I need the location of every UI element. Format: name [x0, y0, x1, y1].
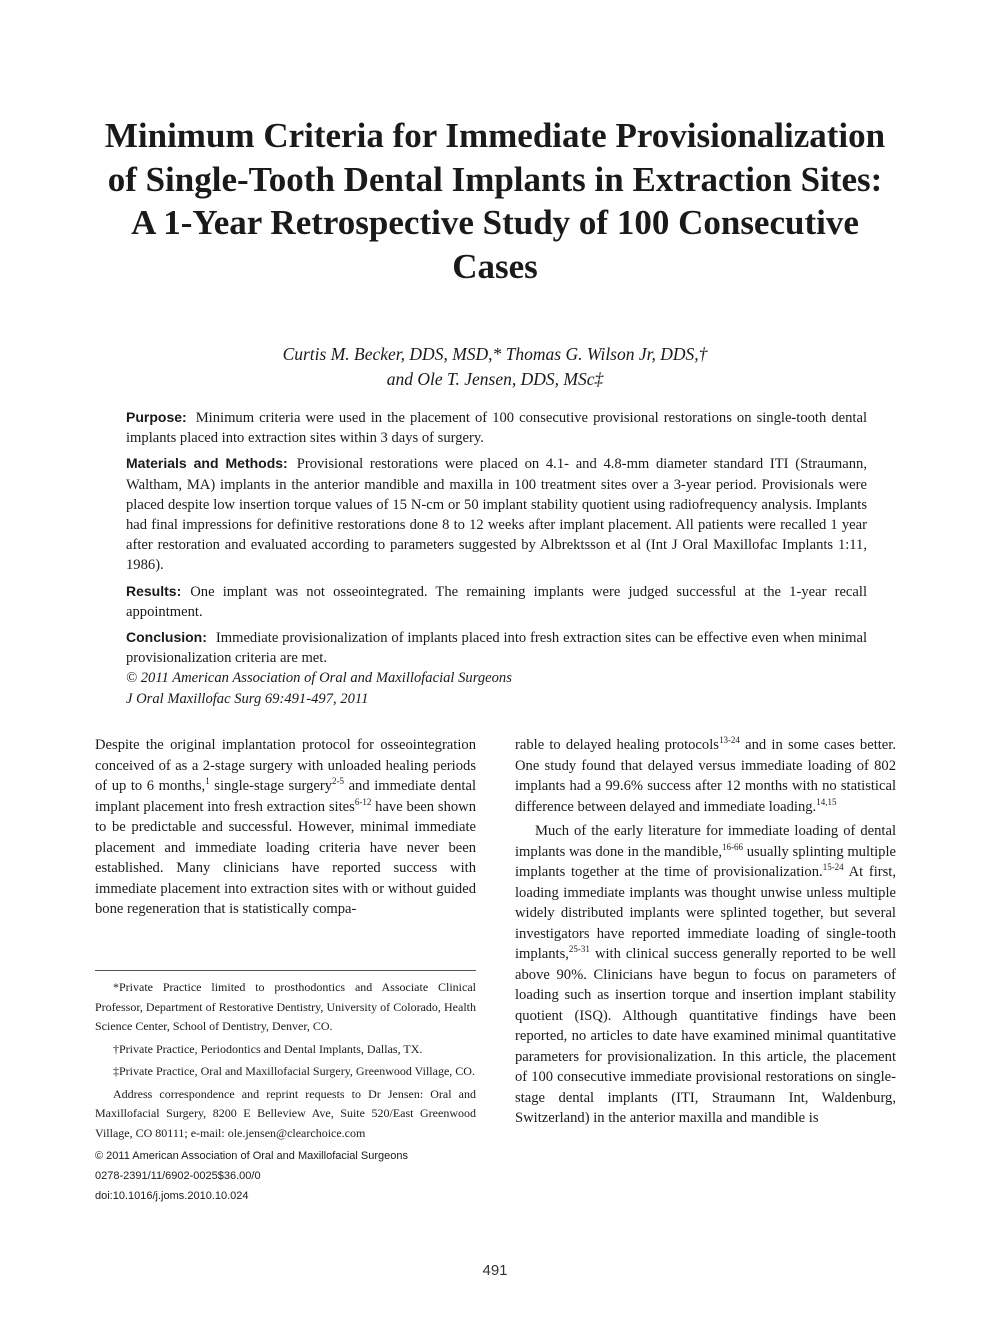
methods-text: Provisional restorations were placed on 4.1- and 4.8-mm diameter standard ITI (Straumann, Waltham, MA) implants in the anterior mandible and maxilla in 100 treatment sites over a 3-year period. Provisionals were placed despite low insertion torque values of 15 N-cm or 50 implant stability quotient using radiofrequency analysis. Implants had final impressions for definitive restorations done 8 to 12 weeks after implant placement. All patients were recalled 1 year after restoration and evaluated according to parameters suggested by Albrektsson et al (Int J Oral Maxillofac Implants 1:11, 1986). — [126, 456, 867, 574]
footnote-affiliation-2: †Private Practice, Periodontics and Dental Implants, Dallas, TX. — [113, 1041, 423, 1056]
reference-superscript: 15-24 — [822, 862, 844, 872]
body-text: and immediate dental implant placement into fresh extraction sites — [95, 778, 476, 815]
footnote-issn: 0278-2391/11/6902-0025$36.00/0 — [95, 1170, 261, 1182]
purpose-text: Minimum criteria were used in the placement of 100 consecutive provisional restorations on single-tooth dental implants placed into extraction sites within 3 days of surgery. — [126, 410, 867, 447]
footnote-correspondence: Address correspondence and reprint requests to Dr Jensen: Oral and Maxillofacial Surgery, 8200 E Belleview Ave, Suite 520/East Greenwood Village, CO 80111; e-mail: ole.jensen@clearchoice.com — [95, 1086, 476, 1140]
footnote-affiliation-1: *Private Practice limited to prosthodontics and Associate Clinical Professor, Department of Restorative Dentistry, University of Colorado, Health Science Center, School of Dentistry, Denver, CO. — [95, 980, 476, 1033]
body-text: rable to delayed healing protocols — [515, 737, 719, 753]
results-label: Results: — [126, 582, 182, 599]
results-text: One implant was not osseointegrated. The remaining implants were judged successful at the 1-year recall appointment. — [126, 583, 867, 620]
body-text: single-stage surgery — [209, 778, 333, 794]
author-list — [100, 342, 890, 392]
author-line-1: Curtis M. Becker, DDS, MSD,* Thomas G. Wilson Jr, DDS,† — [282, 344, 708, 364]
body-text: have been shown to be predictable and successful. However, minimal immediate placement and immediate loading criteria have never been established. Many clinicians have reported success with immediate placement into extraction sites with or without guided bone regeneration that is statistically compa- — [95, 798, 476, 917]
body-text: and in some cases better. One study found that delayed versus immediate loading of 802 implants had a 99.6% success after 12 months with no statistical difference between delayed and immediate loading. — [515, 737, 896, 815]
footnote-divider — [95, 970, 476, 971]
body-paragraph — [515, 735, 896, 817]
body-text: with clinical success generally reported to be well above 90%. Clinicians have begun to focus on parameters of loading such as insertion torque and insertion implant stability quotient (ISQ). Although quantitative findings have been reported, no articles to date have examined minimal quantitative parameters for provisionalization. In this article, the placement of 100 consecutive immediate provisional restorations on single-stage dental implants (ITI, Straumann Int, Waldenburg, Switzerland) in the anterior maxilla and mandible is — [515, 946, 896, 1126]
footnote-doi: doi:10.1016/j.joms.2010.10.024 — [95, 1190, 249, 1202]
journal-citation: J Oral Maxillofac Surg 69:491-497, 2011 — [126, 690, 369, 707]
reference-superscript: 6-12 — [354, 796, 372, 807]
reference-superscript: 16-66 — [721, 841, 743, 852]
reference-superscript: 14,15 — [816, 796, 837, 807]
article-title: Minimum Criteria for Immediate Provisionalization of Single-Tooth Dental Implants in Extraction Sites: A 1-Year Retrospective Study of 100 Consecutive Cases — [104, 116, 886, 286]
footnotes — [95, 978, 476, 1206]
conclusion-text: Immediate provisionalization of implants placed into fresh extraction sites can be effective even when minimal provisionalization criteria are met. — [126, 630, 867, 667]
author-line-2: and Ole T. Jensen, DDS, MSc‡ — [386, 369, 604, 389]
abstract-results — [126, 581, 867, 622]
abstract-copyright: © 2011 American Association of Oral and Maxillofacial Surgeons — [126, 670, 512, 687]
body-paragraph — [515, 821, 896, 1129]
body-text: Despite the original implantation protocol for osseointegration conceived of as a 2-stage surgery with unloaded healing periods of up to 6 months, — [95, 737, 476, 794]
abstract-conclusion — [126, 627, 867, 668]
body-paragraph — [95, 735, 476, 920]
conclusion-label: Conclusion: — [126, 629, 207, 646]
body-text: usually splinting multiple implants together at the time of provisionalization. — [515, 843, 896, 880]
body-column-right — [515, 735, 896, 1129]
page-number: 491 — [482, 1262, 508, 1279]
reference-superscript: 25-31 — [568, 944, 590, 954]
body-column-left — [95, 735, 476, 920]
body-text: Much of the early literature for immediate loading of dental implants was done in the mandible, — [515, 823, 896, 860]
footnote-copyright: © 2011 American Association of Oral and Maxillofacial Surgeons — [95, 1150, 409, 1162]
reference-superscript: 13-24 — [718, 735, 740, 745]
abstract — [126, 407, 867, 709]
reference-superscript: 1 — [205, 776, 210, 786]
abstract-purpose — [126, 407, 867, 448]
reference-superscript: 2-5 — [332, 776, 345, 786]
body-text: At first, loading immediate implants was thought unwise unless multiple widely distributed implants were splinted together, but several investigators have reported immediate loading of single-tooth implants, — [515, 864, 897, 962]
methods-label: Materials and Methods: — [126, 455, 288, 472]
footnote-affiliation-3: ‡Private Practice, Oral and Maxillofacial Surgery, Greenwood Village, CO. — [113, 1064, 475, 1078]
purpose-label: Purpose: — [126, 409, 187, 425]
abstract-methods — [126, 453, 867, 575]
